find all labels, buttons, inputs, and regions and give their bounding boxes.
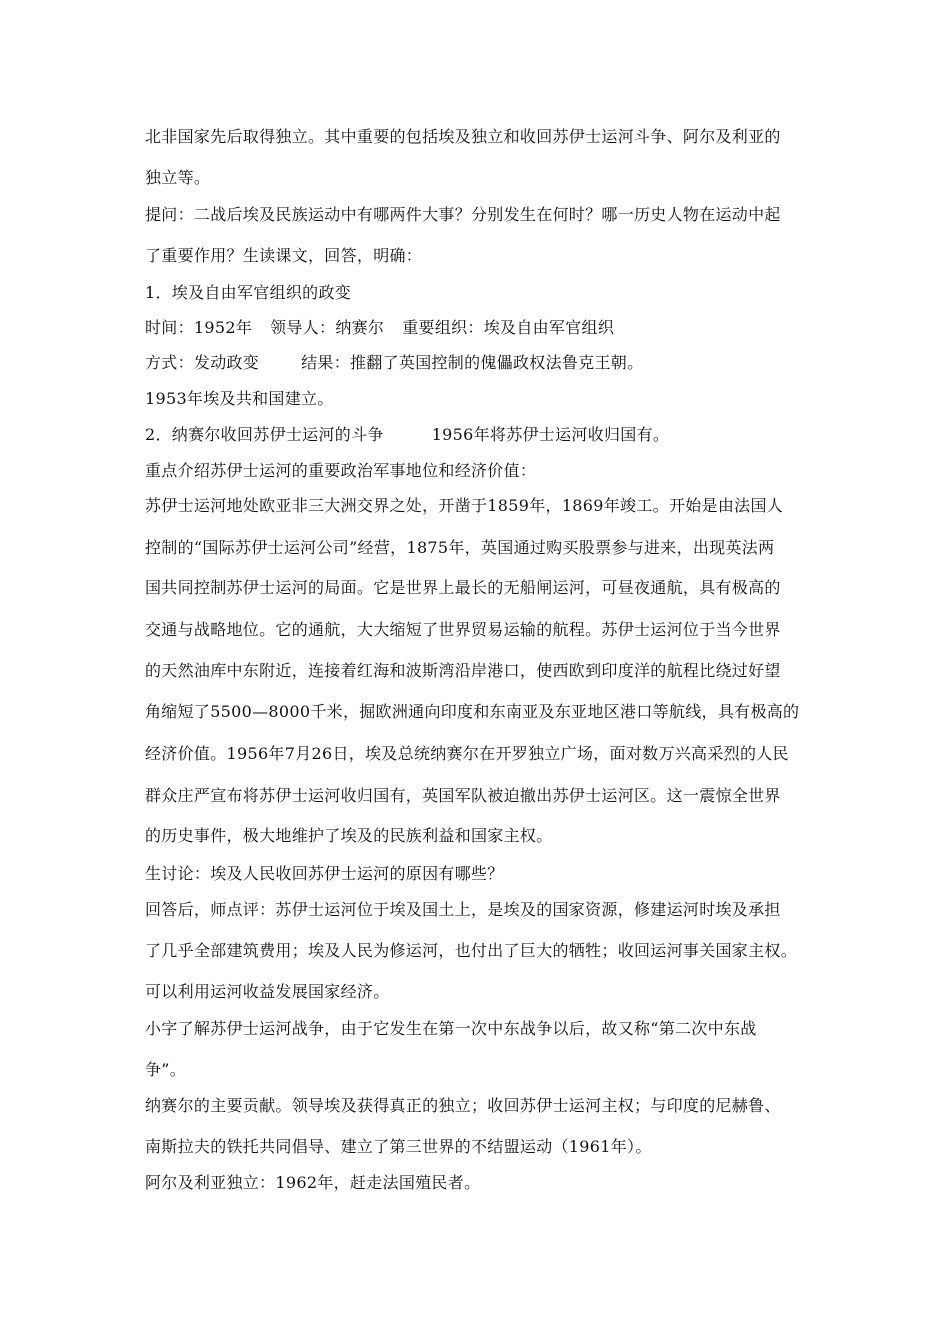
paragraph-line: 南斯拉夫的铁托共同倡导、建立了第三世界的不结盟运动（1961年）。 — [145, 1137, 652, 1156]
time-value: 时间：1952年 — [145, 318, 253, 337]
paragraph-line: 北非国家先后取得独立。其中重要的包括埃及独立和收回苏伊士运河斗争、阿尔及利亚的 — [145, 127, 781, 146]
question-line: 提问：二战后埃及民族运动中有哪两件大事？分别发生在何时？哪一历史人物在运动中起 — [145, 205, 781, 224]
paragraph-line: 1953年埃及共和国建立。 — [145, 389, 334, 408]
paragraph-line: 的天然油库中东附近，连接着红海和波斯湾沿岸港口，使西欧到印度洋的航程比绕过好望 — [145, 661, 781, 680]
paragraph-line: 交通与战略地位。它的通航，大大缩短了世界贸易运输的航程。苏伊士运河位于当今世界 — [145, 620, 781, 639]
organization-value: 重要组织：埃及自由军官组织 — [402, 318, 615, 337]
method-line — [145, 353, 643, 373]
paragraph-line: 纳赛尔的主要贡献。领导埃及获得真正的独立；收回苏伊士运河主权；与印度的尼赫鲁、 — [145, 1096, 781, 1115]
section-heading-line — [145, 425, 669, 445]
paragraph-line: 群众庄严宣布将苏伊士运河收归国有，英国军队被迫撤出苏伊士运河区。这一震惊全世界 — [145, 786, 781, 805]
paragraph-line: 经济价值。1956年7月26日，埃及总统纳赛尔在开罗独立广场，面对数万兴高采烈的人民 — [145, 744, 789, 763]
paragraph-line: 角缩短了5500—8000千米，掘欧洲通向印度和东南亚及东亚地区港口等航线，具有极高的 — [145, 702, 800, 721]
event-value: 1956年将苏伊士运河收归国有。 — [431, 425, 670, 444]
section-heading: 1．埃及自由军官组织的政变 — [145, 283, 352, 302]
paragraph-line: 苏伊士运河地处欧亚非三大洲交界之处，开凿于1859年，1869年竣工。开始是由法国人 — [145, 496, 784, 515]
section-heading: 2．纳赛尔收回苏伊士运河的斗争 — [145, 425, 384, 444]
paragraph-line: 可以利用运河收益发展国家经济。 — [145, 982, 390, 1001]
paragraph-line: 重点介绍苏伊士运河的重要政治军事地位和经济价值： — [145, 461, 537, 480]
method-value: 方式：发动政变 — [145, 353, 260, 372]
result-value: 结果：推翻了英国控制的傀儡政权法鲁克王朝。 — [301, 353, 644, 372]
paragraph-line: 了重要作用？生读课文，回答，明确： — [145, 246, 423, 265]
paragraph-line: 了几乎全部建筑费用；埃及人民为修运河，也付出了巨大的牺牲；收回运河事关国家主权。 — [145, 941, 798, 960]
paragraph-line: 独立等。 — [145, 168, 211, 187]
paragraph-line: 小字了解苏伊士运河战争，由于它发生在第一次中东战争以后，故又称“第二次中东战 — [145, 1019, 757, 1038]
time-line — [145, 318, 614, 338]
paragraph-line: 回答后，师点评：苏伊士运河位于埃及国土上，是埃及的国家资源，修建运河时埃及承担 — [145, 900, 781, 919]
leader-value: 领导人：纳赛尔 — [270, 318, 385, 337]
paragraph-line: 争”。 — [145, 1060, 187, 1079]
paragraph-line: 阿尔及利亚独立：1962年，赶走法国殖民者。 — [145, 1173, 481, 1192]
paragraph-line: 控制的“国际苏伊士运河公司”经营，1875年，英国通过购买股票参与进来，出现英法两 — [145, 538, 775, 557]
question-line: 生讨论：埃及人民收回苏伊士运河的原因有哪些？ — [145, 864, 504, 883]
paragraph-line: 国共同控制苏伊士运河的局面。它是世界上最长的无船闸运河，可昼夜通航，具有极高的 — [145, 578, 781, 597]
paragraph-line: 的历史事件，极大地维护了埃及的民族利益和国家主权。 — [145, 826, 553, 845]
